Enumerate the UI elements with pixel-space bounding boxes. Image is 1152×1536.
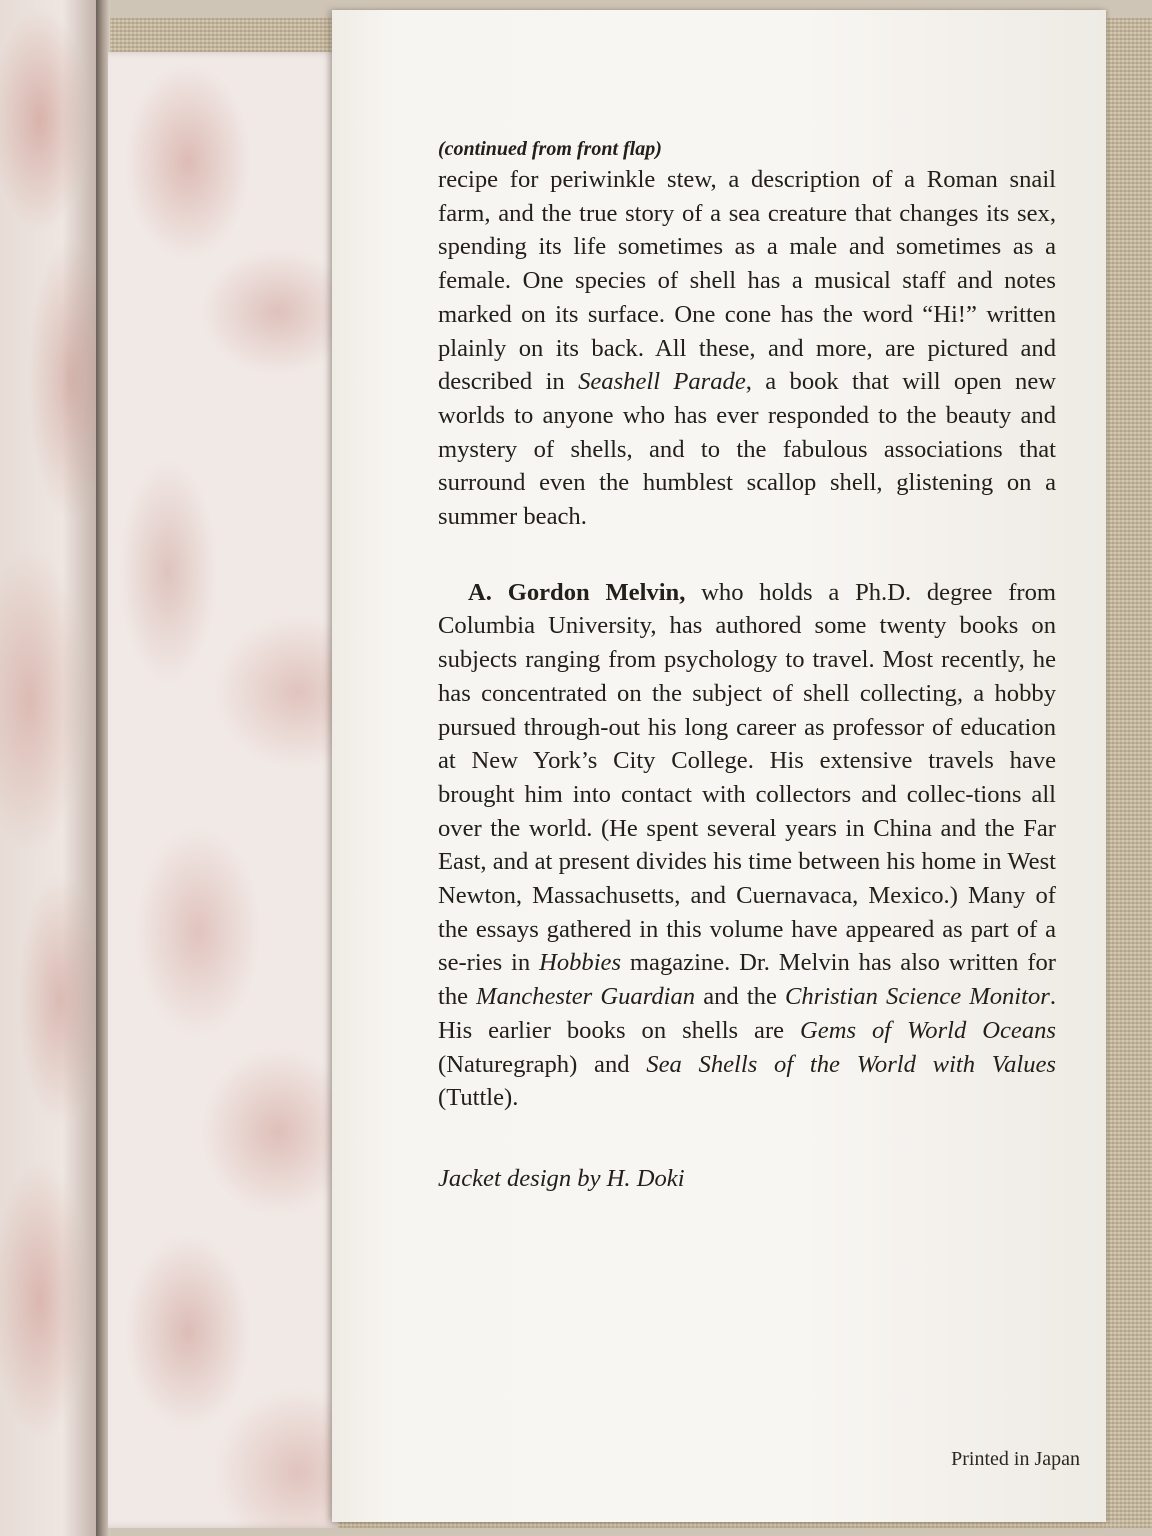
author-bio-body (438, 579, 1056, 1112)
marbled-endpaper (108, 52, 338, 1528)
text-run: (Tuttle). (438, 1084, 519, 1112)
jacket-design-credit: Jacket design by H. Doki (438, 1164, 685, 1192)
italic-title: Gems of World Oceans (800, 1016, 1056, 1044)
text-run: . His earlier books on shells are (438, 983, 1056, 1044)
text-run: recipe for periwinkle stew, a description of a Roman snail farm, and the true story of a sea creature that changes its sex, spending its life sometimes as a male and sometimes as a female. One species of shell has a musical staff and notes marked on its surface. One cone has the word “Hi!” written plainly on its back. All these, and more, are pictured and described in (438, 166, 1056, 396)
printed-in-note: Printed in Japan (951, 1448, 1080, 1470)
continued-note: (continued from front flap) (438, 138, 662, 160)
text-run: (Naturegraph) and (438, 1050, 647, 1078)
text-run: magazine. Dr. Melvin has also written for the (438, 949, 1056, 1011)
author-name: A. Gordon Melvin, (468, 578, 686, 606)
flap-text (438, 138, 1056, 1193)
italic-title: Seashell Parade (578, 368, 746, 396)
text-run: who holds a Ph.D. degree from Columbia University, has authored some twenty books on subjects ranging from psychology to travel. Most recently, he has concentrated on the subject of shell collecting, a hobby pursued through-out his long career as professor of education at New York’s City College. His extensive travels have brought him into contact with collectors and collec-tions all over the world. (He spent several years in China and the Far East, and at present divides his time between his home in West Newton, Massachusetts, and Cuernavaca, Mexico.) Many of the essays gathered in this volume have appeared as part of a se-ries in (438, 578, 1057, 977)
marbled-endpaper-left (0, 0, 104, 1536)
italic-title: Sea Shells of the World with Values (646, 1050, 1056, 1078)
author-bio-paragraph (438, 576, 1056, 1115)
description-paragraph (438, 163, 1056, 534)
italic-title: Hobbies (539, 949, 622, 977)
text-run: and the (695, 983, 785, 1011)
text-run: , a book that will open new worlds to anyone who has ever responded to the beauty and mystery of shells, and to the fabulous associations that surround even the humblest scallop shell, glistening on a summer beach. (438, 368, 1056, 531)
italic-title: Manchester Guardian (476, 983, 696, 1011)
italic-title: Christian Science Monitor (784, 983, 1050, 1011)
